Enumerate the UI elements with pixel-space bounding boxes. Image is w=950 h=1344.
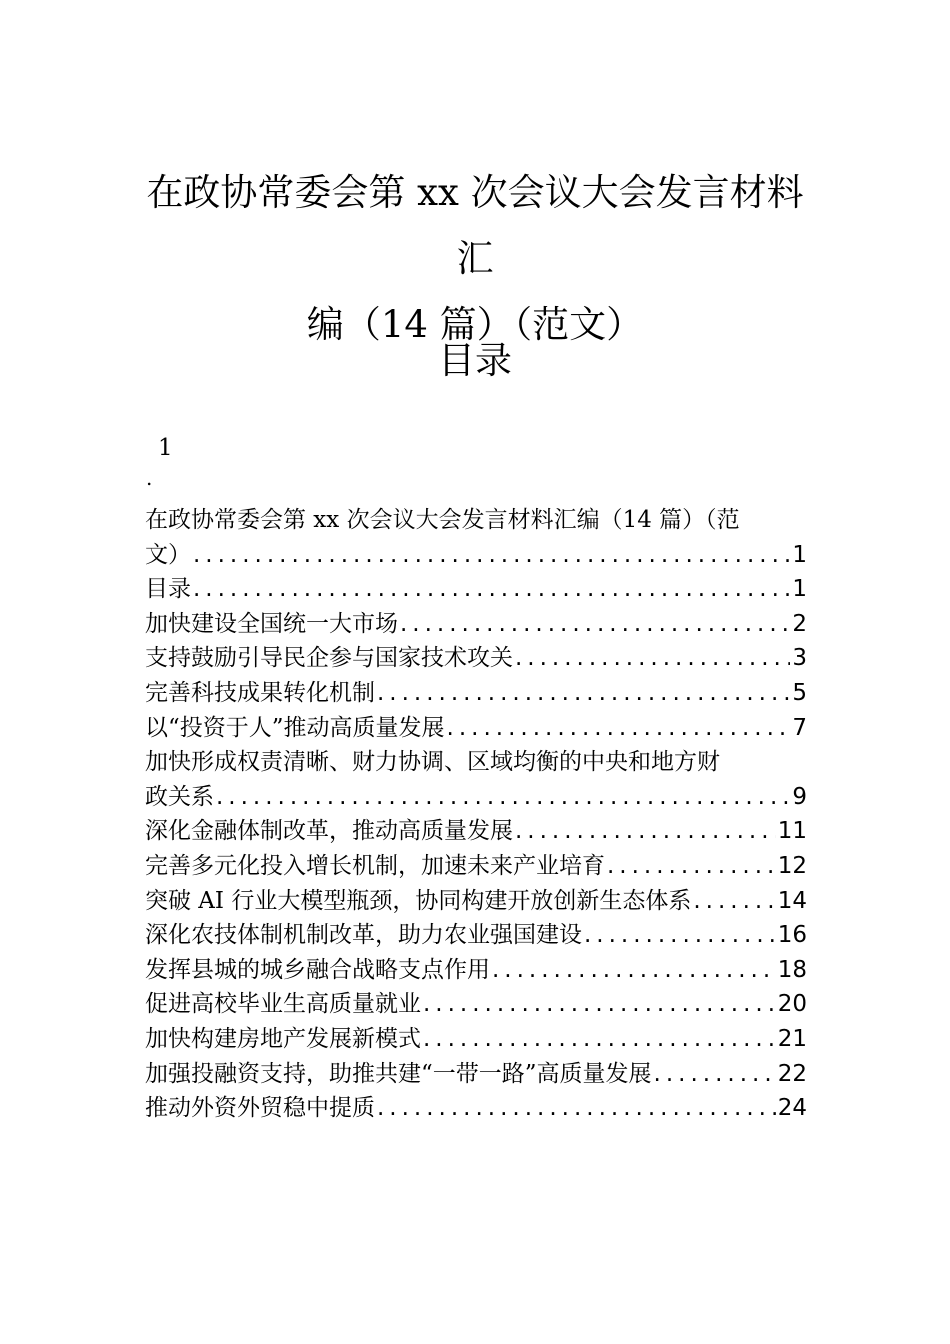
toc-entry[interactable] [145, 607, 807, 642]
toc-entry-title: 以“投资于人”推动高质量发展 [145, 714, 445, 741]
list-number: 1 [158, 435, 173, 461]
toc-entry-page: 12 [777, 852, 807, 879]
dot-leader [423, 987, 776, 1022]
toc-entry-page: 1 [792, 576, 807, 603]
dot-leader [693, 884, 775, 919]
toc-entry-page: 11 [777, 818, 807, 845]
dot-leader [492, 953, 776, 988]
toc-entry-page: 21 [777, 1025, 807, 1052]
toc-entry[interactable] [145, 641, 807, 676]
toc-entry[interactable] [145, 780, 807, 815]
toc-entry-title: 目录 [145, 576, 191, 603]
dot-leader [377, 1091, 776, 1126]
table-of-contents [145, 503, 807, 1126]
toc-entry-page: 7 [792, 714, 807, 741]
toc-entry[interactable] [145, 849, 807, 884]
toc-entry-title: 完善科技成果转化机制 [145, 679, 375, 706]
toc-entry[interactable] [145, 918, 807, 953]
dot-leader [515, 814, 776, 849]
toc-entry-title-cont: 文） [145, 541, 191, 568]
document-title-line-2: 编（14 篇）（范文） [306, 303, 644, 346]
toc-entry[interactable] [145, 1091, 807, 1126]
toc-entry[interactable] [145, 814, 807, 849]
dot-leader [654, 1057, 776, 1092]
toc-entry-title: 在政协常委会第 xx 次会议大会发言材料汇编（14 篇）（范 [145, 507, 740, 533]
toc-entry-title: 发挥县城的城乡融合战略支点作用 [145, 956, 490, 983]
dot-leader [423, 1022, 776, 1057]
toc-entry[interactable] [145, 1022, 807, 1057]
document-title [140, 160, 810, 358]
dot-leader [193, 538, 790, 573]
toc-entry-page: 9 [792, 783, 807, 810]
toc-entry-title: 深化农技体制机制改革，助力农业强国建设 [145, 922, 582, 949]
toc-entry-page: 3 [792, 645, 807, 672]
dot-leader [515, 641, 790, 676]
toc-entry[interactable] [145, 1057, 807, 1092]
toc-entry-title: 加快形成权责清晰、财力协调、区域均衡的中央和地方财 [145, 749, 720, 776]
document-title-line-1: 在政协常委会第 xx 次会议大会发言材料汇 [146, 171, 804, 280]
toc-entry-line[interactable] [145, 503, 807, 538]
dot-leader [607, 849, 776, 884]
toc-entry-title: 加强投融资支持，助推共建“一带一路”高质量发展 [145, 1060, 652, 1087]
toc-entry-title: 完善多元化投入增长机制，加速未来产业培育 [145, 852, 605, 879]
toc-heading: 目录 [438, 339, 512, 382]
toc-entry-page: 24 [777, 1095, 807, 1122]
toc-entry[interactable] [145, 884, 807, 919]
toc-entry-title: 加快建设全国统一大市场 [145, 610, 398, 637]
toc-entry-title: 深化金融体制改革，推动高质量发展 [145, 818, 513, 845]
toc-entry-page: 16 [777, 922, 807, 949]
toc-entry[interactable] [145, 572, 807, 607]
dot-leader [193, 572, 790, 607]
toc-entry-title: 加快构建房地产发展新模式 [145, 1025, 421, 1052]
toc-entry-title-cont: 政关系 [145, 783, 214, 810]
toc-entry-title: 突破 AI 行业大模型瓶颈，协同构建开放创新生态体系 [145, 887, 692, 914]
toc-entry-title: 推动外资外贸稳中提质 [145, 1095, 375, 1122]
toc-entry[interactable] [145, 987, 807, 1022]
dot-leader [584, 918, 776, 953]
toc-entry-page: 2 [792, 610, 807, 637]
toc-entry[interactable] [145, 676, 807, 711]
dot-leader [377, 676, 790, 711]
toc-entry-title: 促进高校毕业生高质量就业 [145, 991, 421, 1018]
dot-leader [447, 711, 791, 746]
toc-entry-page: 18 [777, 956, 807, 983]
toc-entry[interactable] [145, 711, 807, 746]
toc-entry[interactable] [145, 538, 807, 573]
list-marker: . [146, 466, 153, 490]
toc-entry-page: 5 [792, 679, 807, 706]
toc-entry-page: 14 [777, 887, 807, 914]
toc-entry[interactable] [145, 953, 807, 988]
dot-leader [400, 607, 790, 642]
toc-entry-title: 支持鼓励引导民企参与国家技术攻关 [145, 645, 513, 672]
dot-leader [216, 780, 790, 815]
toc-entry-line[interactable] [145, 745, 807, 780]
toc-entry-page: 1 [792, 541, 807, 568]
toc-entry-page: 20 [777, 991, 807, 1018]
toc-entry-page: 22 [777, 1060, 807, 1087]
